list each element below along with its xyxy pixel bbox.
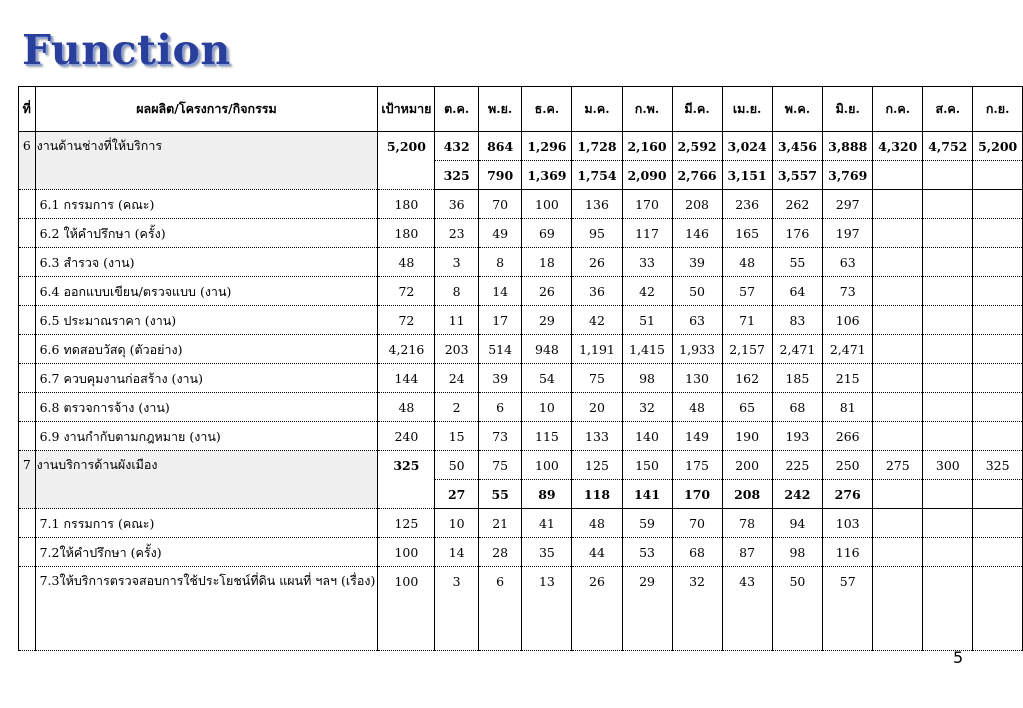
header-row — [19, 87, 1023, 132]
value-cell: 297 — [823, 190, 873, 219]
value-cell: 63 — [672, 306, 722, 335]
value-cell — [973, 364, 1023, 393]
value-cell: 63 — [823, 248, 873, 277]
plan-cell: 250 — [823, 451, 873, 480]
plan-cell: 4,320 — [873, 132, 923, 161]
header-no: ที่ — [19, 87, 36, 132]
plan-cell: 432 — [435, 132, 479, 161]
value-cell — [923, 509, 973, 538]
value-cell: 51 — [622, 306, 672, 335]
actual-cell: 1,369 — [522, 161, 572, 190]
value-cell: 29 — [622, 567, 672, 651]
slide-title: Function — [22, 26, 231, 74]
value-cell: 262 — [772, 190, 823, 219]
actual-cell — [923, 480, 973, 509]
value-cell: 236 — [722, 190, 772, 219]
table-row — [19, 567, 1023, 651]
actual-cell: 3,151 — [722, 161, 772, 190]
header-month: เม.ย. — [722, 87, 772, 132]
table-row — [19, 364, 1023, 393]
value-cell: 162 — [722, 364, 772, 393]
section-number: 7 — [19, 451, 36, 509]
row-label: 7.3ให้บริการตรวจสอบการใช้ประโยชน์ที่ดิน แผนที่ ฯลฯ (เรื่อง) — [35, 567, 378, 651]
table-row — [19, 248, 1023, 277]
value-cell: 42 — [622, 277, 672, 306]
row-label: 6.5 ประมาณราคา (งาน) — [35, 306, 378, 335]
actual-cell: 55 — [478, 480, 522, 509]
row-target: 125 — [378, 509, 435, 538]
value-cell — [873, 422, 923, 451]
plan-cell: 2,592 — [672, 132, 722, 161]
actual-cell: 242 — [772, 480, 823, 509]
row-label: 7.1 กรรมการ (คณะ) — [35, 509, 378, 538]
row-target: 72 — [378, 306, 435, 335]
value-cell: 50 — [772, 567, 823, 651]
plan-cell: 50 — [435, 451, 479, 480]
value-cell: 35 — [522, 538, 572, 567]
table-body — [19, 132, 1023, 651]
value-cell: 14 — [435, 538, 479, 567]
plan-cell: 864 — [478, 132, 522, 161]
value-cell — [873, 335, 923, 364]
value-cell: 130 — [672, 364, 722, 393]
value-cell — [973, 248, 1023, 277]
value-cell: 28 — [478, 538, 522, 567]
table-row — [19, 393, 1023, 422]
value-cell — [923, 219, 973, 248]
row-label: 6.1 กรรมการ (คณะ) — [35, 190, 378, 219]
row-target: 100 — [378, 538, 435, 567]
value-cell: 193 — [772, 422, 823, 451]
section-plan-row — [19, 451, 1023, 480]
value-cell: 146 — [672, 219, 722, 248]
value-cell — [923, 422, 973, 451]
value-cell — [923, 190, 973, 219]
value-cell: 6 — [478, 567, 522, 651]
value-cell: 203 — [435, 335, 479, 364]
row-target: 48 — [378, 393, 435, 422]
header-target: เป้าหมาย — [378, 87, 435, 132]
plan-cell: 3,024 — [722, 132, 772, 161]
value-cell — [873, 393, 923, 422]
value-cell: 44 — [572, 538, 622, 567]
value-cell: 185 — [772, 364, 823, 393]
value-cell — [973, 219, 1023, 248]
row-label: 6.6 ทดสอบวัสดุ (ตัวอย่าง) — [35, 335, 378, 364]
actual-cell: 1,754 — [572, 161, 622, 190]
value-cell: 70 — [672, 509, 722, 538]
header-month: ส.ค. — [923, 87, 973, 132]
plan-cell: 1,296 — [522, 132, 572, 161]
value-cell: 190 — [722, 422, 772, 451]
value-cell: 41 — [522, 509, 572, 538]
plan-cell: 150 — [622, 451, 672, 480]
value-cell: 2,471 — [772, 335, 823, 364]
value-cell: 95 — [572, 219, 622, 248]
value-cell: 48 — [572, 509, 622, 538]
value-cell — [923, 306, 973, 335]
value-cell: 33 — [622, 248, 672, 277]
value-cell — [923, 335, 973, 364]
value-cell: 100 — [522, 190, 572, 219]
value-cell: 1,191 — [572, 335, 622, 364]
row-number — [19, 219, 36, 248]
plan-cell: 75 — [478, 451, 522, 480]
row-target: 240 — [378, 422, 435, 451]
value-cell: 36 — [435, 190, 479, 219]
value-cell — [973, 190, 1023, 219]
value-cell: 21 — [478, 509, 522, 538]
value-cell: 32 — [622, 393, 672, 422]
value-cell: 49 — [478, 219, 522, 248]
row-target: 72 — [378, 277, 435, 306]
table-row — [19, 335, 1023, 364]
value-cell: 94 — [772, 509, 823, 538]
value-cell: 18 — [522, 248, 572, 277]
value-cell: 68 — [772, 393, 823, 422]
value-cell: 24 — [435, 364, 479, 393]
value-cell: 103 — [823, 509, 873, 538]
actual-cell: 2,766 — [672, 161, 722, 190]
plan-cell: 175 — [672, 451, 722, 480]
value-cell: 2 — [435, 393, 479, 422]
value-cell — [973, 306, 1023, 335]
value-cell: 65 — [722, 393, 772, 422]
value-cell — [973, 422, 1023, 451]
value-cell: 2,471 — [823, 335, 873, 364]
actual-cell — [873, 161, 923, 190]
value-cell: 17 — [478, 306, 522, 335]
row-target: 4,216 — [378, 335, 435, 364]
value-cell — [923, 364, 973, 393]
value-cell: 73 — [823, 277, 873, 306]
table-row — [19, 190, 1023, 219]
table-row — [19, 219, 1023, 248]
row-target: 48 — [378, 248, 435, 277]
value-cell: 8 — [478, 248, 522, 277]
value-cell — [873, 538, 923, 567]
value-cell: 68 — [672, 538, 722, 567]
value-cell: 115 — [522, 422, 572, 451]
header-month: มิ.ย. — [823, 87, 873, 132]
plan-cell: 5,200 — [973, 132, 1023, 161]
value-cell: 1,933 — [672, 335, 722, 364]
row-target: 100 — [378, 567, 435, 651]
header-month: ธ.ค. — [522, 87, 572, 132]
kpi-table — [18, 86, 1023, 651]
value-cell: 39 — [672, 248, 722, 277]
header-month: พ.ย. — [478, 87, 522, 132]
actual-cell: 790 — [478, 161, 522, 190]
section-target: 325 — [378, 451, 435, 509]
value-cell: 15 — [435, 422, 479, 451]
row-number — [19, 306, 36, 335]
table-row — [19, 422, 1023, 451]
table-row — [19, 306, 1023, 335]
value-cell: 55 — [772, 248, 823, 277]
value-cell: 13 — [522, 567, 572, 651]
value-cell: 208 — [672, 190, 722, 219]
plan-cell: 300 — [923, 451, 973, 480]
value-cell — [973, 538, 1023, 567]
value-cell: 26 — [522, 277, 572, 306]
header-item: ผลผลิต/โครงการ/กิจกรรม — [35, 87, 378, 132]
value-cell: 10 — [522, 393, 572, 422]
value-cell: 136 — [572, 190, 622, 219]
row-number — [19, 248, 36, 277]
value-cell: 165 — [722, 219, 772, 248]
header-month: ก.ค. — [873, 87, 923, 132]
row-number — [19, 335, 36, 364]
header-month: ต.ค. — [435, 87, 479, 132]
plan-cell: 1,728 — [572, 132, 622, 161]
actual-cell — [923, 161, 973, 190]
actual-cell: 141 — [622, 480, 672, 509]
value-cell: 71 — [722, 306, 772, 335]
plan-cell: 125 — [572, 451, 622, 480]
value-cell: 116 — [823, 538, 873, 567]
value-cell: 106 — [823, 306, 873, 335]
value-cell: 48 — [722, 248, 772, 277]
actual-cell: 89 — [522, 480, 572, 509]
value-cell — [973, 277, 1023, 306]
value-cell: 215 — [823, 364, 873, 393]
value-cell: 98 — [772, 538, 823, 567]
value-cell: 57 — [722, 277, 772, 306]
value-cell: 70 — [478, 190, 522, 219]
actual-cell — [973, 161, 1023, 190]
value-cell: 83 — [772, 306, 823, 335]
row-number — [19, 277, 36, 306]
value-cell: 2,157 — [722, 335, 772, 364]
actual-cell: 2,090 — [622, 161, 672, 190]
value-cell — [923, 538, 973, 567]
actual-cell: 3,769 — [823, 161, 873, 190]
plan-cell: 200 — [722, 451, 772, 480]
row-number — [19, 190, 36, 219]
row-label: 6.9 งานกำกับตามกฎหมาย (งาน) — [35, 422, 378, 451]
header-month: ก.ย. — [973, 87, 1023, 132]
value-cell: 81 — [823, 393, 873, 422]
actual-cell — [873, 480, 923, 509]
plan-cell: 225 — [772, 451, 823, 480]
row-number — [19, 364, 36, 393]
value-cell: 78 — [722, 509, 772, 538]
value-cell: 29 — [522, 306, 572, 335]
section-plan-row — [19, 132, 1023, 161]
actual-cell: 118 — [572, 480, 622, 509]
value-cell: 1,415 — [622, 335, 672, 364]
value-cell — [973, 509, 1023, 538]
value-cell — [973, 335, 1023, 364]
header-month: พ.ค. — [772, 87, 823, 132]
plan-cell: 3,888 — [823, 132, 873, 161]
value-cell: 36 — [572, 277, 622, 306]
value-cell: 6 — [478, 393, 522, 422]
row-target: 180 — [378, 190, 435, 219]
section-label: งานบริการด้านผังเมือง — [35, 451, 378, 509]
value-cell: 948 — [522, 335, 572, 364]
value-cell — [923, 248, 973, 277]
value-cell: 54 — [522, 364, 572, 393]
header-month: ก.พ. — [622, 87, 672, 132]
value-cell: 3 — [435, 248, 479, 277]
plan-cell: 325 — [973, 451, 1023, 480]
value-cell: 3 — [435, 567, 479, 651]
plan-cell: 275 — [873, 451, 923, 480]
plan-cell: 100 — [522, 451, 572, 480]
plan-cell: 2,160 — [622, 132, 672, 161]
value-cell — [873, 248, 923, 277]
row-number — [19, 422, 36, 451]
actual-cell: 170 — [672, 480, 722, 509]
value-cell: 32 — [672, 567, 722, 651]
actual-cell: 208 — [722, 480, 772, 509]
value-cell: 69 — [522, 219, 572, 248]
value-cell: 98 — [622, 364, 672, 393]
row-number — [19, 393, 36, 422]
value-cell — [973, 567, 1023, 651]
value-cell: 75 — [572, 364, 622, 393]
value-cell: 48 — [672, 393, 722, 422]
row-target: 180 — [378, 219, 435, 248]
value-cell: 8 — [435, 277, 479, 306]
value-cell — [873, 277, 923, 306]
row-label: 7.2ให้คำปรึกษา (ครั้ง) — [35, 538, 378, 567]
value-cell — [873, 364, 923, 393]
value-cell: 14 — [478, 277, 522, 306]
actual-cell: 27 — [435, 480, 479, 509]
table-row — [19, 509, 1023, 538]
value-cell: 140 — [622, 422, 672, 451]
value-cell: 42 — [572, 306, 622, 335]
value-cell — [873, 509, 923, 538]
page-number: 5 — [953, 648, 964, 667]
section-target: 5,200 — [378, 132, 435, 190]
section-number: 6 — [19, 132, 36, 190]
value-cell: 50 — [672, 277, 722, 306]
actual-cell: 276 — [823, 480, 873, 509]
row-number — [19, 567, 36, 651]
value-cell: 20 — [572, 393, 622, 422]
value-cell: 117 — [622, 219, 672, 248]
value-cell: 149 — [672, 422, 722, 451]
plan-cell: 4,752 — [923, 132, 973, 161]
value-cell: 39 — [478, 364, 522, 393]
value-cell: 73 — [478, 422, 522, 451]
header-month: มี.ค. — [672, 87, 722, 132]
value-cell — [923, 277, 973, 306]
value-cell: 10 — [435, 509, 479, 538]
value-cell: 11 — [435, 306, 479, 335]
value-cell — [873, 306, 923, 335]
table-row — [19, 538, 1023, 567]
value-cell — [873, 567, 923, 651]
value-cell: 59 — [622, 509, 672, 538]
header-month: ม.ค. — [572, 87, 622, 132]
value-cell: 53 — [622, 538, 672, 567]
actual-cell — [973, 480, 1023, 509]
value-cell — [923, 567, 973, 651]
value-cell: 26 — [572, 567, 622, 651]
value-cell: 176 — [772, 219, 823, 248]
section-label: งานด้านช่างที่ให้บริการ — [35, 132, 378, 190]
value-cell: 170 — [622, 190, 672, 219]
value-cell: 26 — [572, 248, 622, 277]
row-label: 6.8 ตรวจการจ้าง (งาน) — [35, 393, 378, 422]
value-cell: 133 — [572, 422, 622, 451]
value-cell: 266 — [823, 422, 873, 451]
value-cell: 514 — [478, 335, 522, 364]
plan-cell: 3,456 — [772, 132, 823, 161]
row-label: 6.4 ออกแบบเขียน/ตรวจแบบ (งาน) — [35, 277, 378, 306]
row-label: 6.7 ควบคุมงานก่อสร้าง (งาน) — [35, 364, 378, 393]
value-cell — [973, 393, 1023, 422]
row-label: 6.2 ให้คำปรึกษา (ครั้ง) — [35, 219, 378, 248]
actual-cell: 3,557 — [772, 161, 823, 190]
value-cell: 197 — [823, 219, 873, 248]
row-number — [19, 509, 36, 538]
row-number — [19, 538, 36, 567]
value-cell: 64 — [772, 277, 823, 306]
row-target: 144 — [378, 364, 435, 393]
value-cell — [873, 190, 923, 219]
value-cell — [923, 393, 973, 422]
actual-cell: 325 — [435, 161, 479, 190]
table-row — [19, 277, 1023, 306]
value-cell: 43 — [722, 567, 772, 651]
value-cell — [873, 219, 923, 248]
value-cell: 23 — [435, 219, 479, 248]
value-cell: 57 — [823, 567, 873, 651]
row-label: 6.3 สำรวจ (งาน) — [35, 248, 378, 277]
value-cell: 87 — [722, 538, 772, 567]
